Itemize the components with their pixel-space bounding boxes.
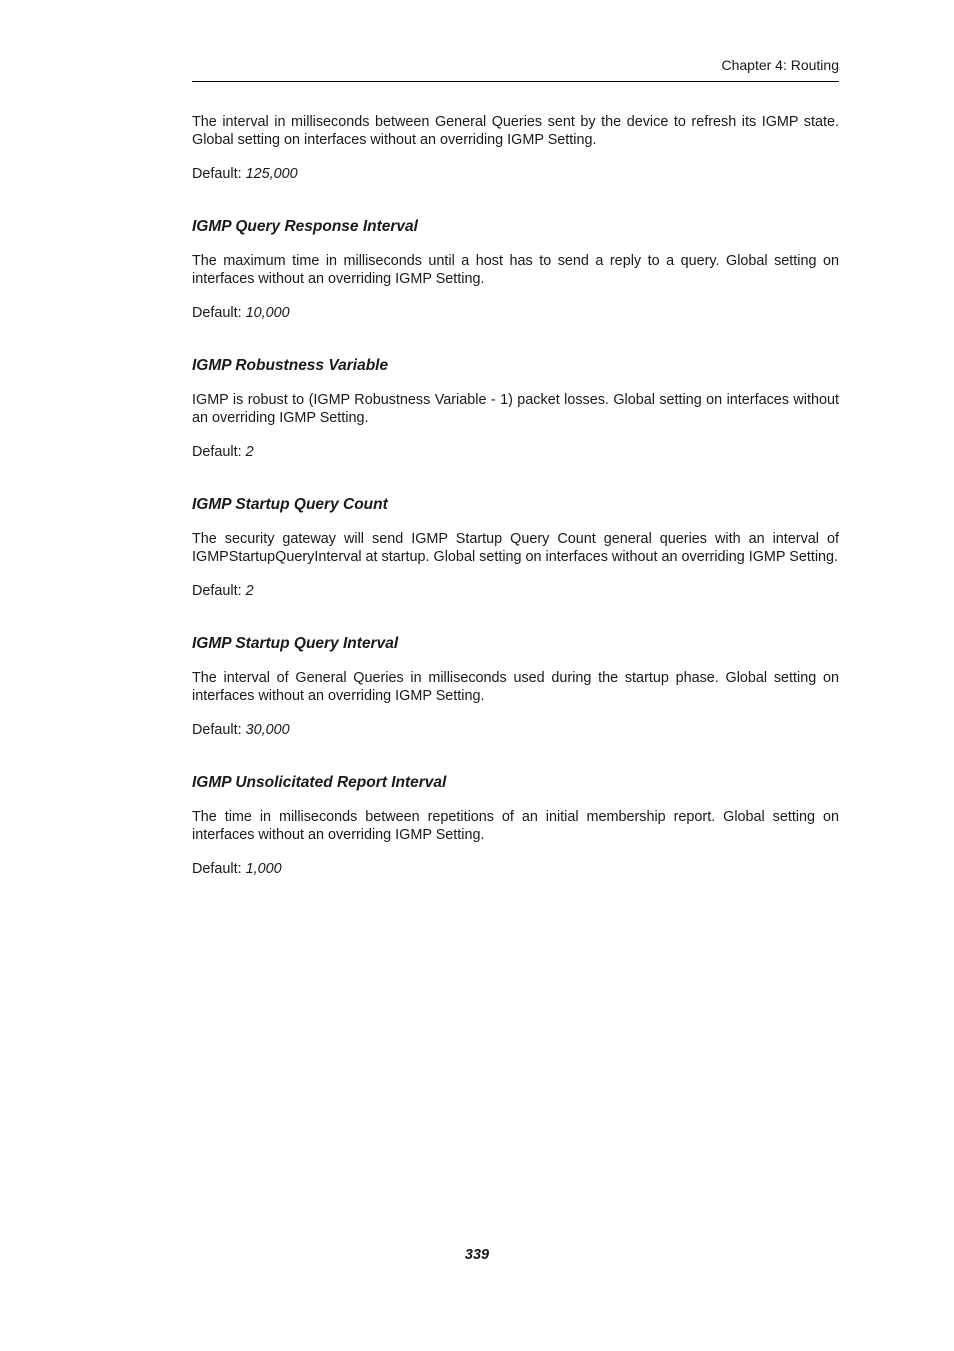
default-label: Default: <box>192 861 242 877</box>
section-robustness-variable <box>192 356 839 461</box>
default-value: 2 <box>245 444 254 460</box>
section-default <box>192 721 839 739</box>
section-title: IGMP Robustness Variable <box>192 357 389 374</box>
default-label: Default: <box>192 722 242 738</box>
section-description: The maximum time in milliseconds until a host has to send a reply to a query. Global setting on interfaces without an overriding IGMP Setting. <box>192 253 839 287</box>
section-query-response-interval <box>192 217 839 322</box>
section-description: The time in milliseconds between repetitions of an initial membership report. Global setting on interfaces without an overriding IGMP Setting. <box>192 809 839 843</box>
page-header <box>192 55 839 82</box>
section-default <box>192 582 839 600</box>
page-number: 339 <box>464 1247 490 1263</box>
default-label: Default: <box>192 583 242 599</box>
section-startup-query-interval <box>192 634 839 739</box>
section-default <box>192 443 839 461</box>
section-description: The interval of General Queries in milliseconds used during the startup phase. Global setting on interfaces without an overriding IGMP Setting. <box>192 670 839 704</box>
default-value: 2 <box>245 583 254 599</box>
intro-description: The interval in milliseconds between General Queries sent by the device to refresh its IGMP state. Global setting on interfaces without an overriding IGMP Setting. <box>192 114 839 148</box>
section-title: IGMP Startup Query Interval <box>192 635 399 652</box>
section-description: The security gateway will send IGMP Startup Query Count general queries with an interval of IGMPStartupQueryInterval at startup. Global setting on interfaces without an overriding IGMP Setting. <box>192 531 839 565</box>
section-title: IGMP Unsolicitated Report Interval <box>192 774 447 791</box>
section-description: IGMP is robust to (IGMP Robustness Variable - 1) packet losses. Global setting on interfaces without an overriding IGMP Setting. <box>192 392 839 426</box>
default-value: 30,000 <box>245 722 290 738</box>
section-startup-query-count <box>192 495 839 600</box>
section-default <box>192 304 839 322</box>
section-default <box>192 860 839 878</box>
page-content <box>192 113 839 878</box>
default-value: 1,000 <box>245 861 282 877</box>
default-value: 125,000 <box>245 166 298 182</box>
section-title: IGMP Query Response Interval <box>192 218 418 235</box>
chapter-title: Chapter 4: Routing <box>721 57 839 73</box>
default-label: Default: <box>192 305 242 321</box>
section-title: IGMP Startup Query Count <box>192 496 388 513</box>
section-unsolicitated-report-interval <box>192 773 839 878</box>
default-label: Default: <box>192 444 242 460</box>
default-value: 10,000 <box>245 305 290 321</box>
intro-default <box>192 165 839 183</box>
default-label: Default: <box>192 166 242 182</box>
